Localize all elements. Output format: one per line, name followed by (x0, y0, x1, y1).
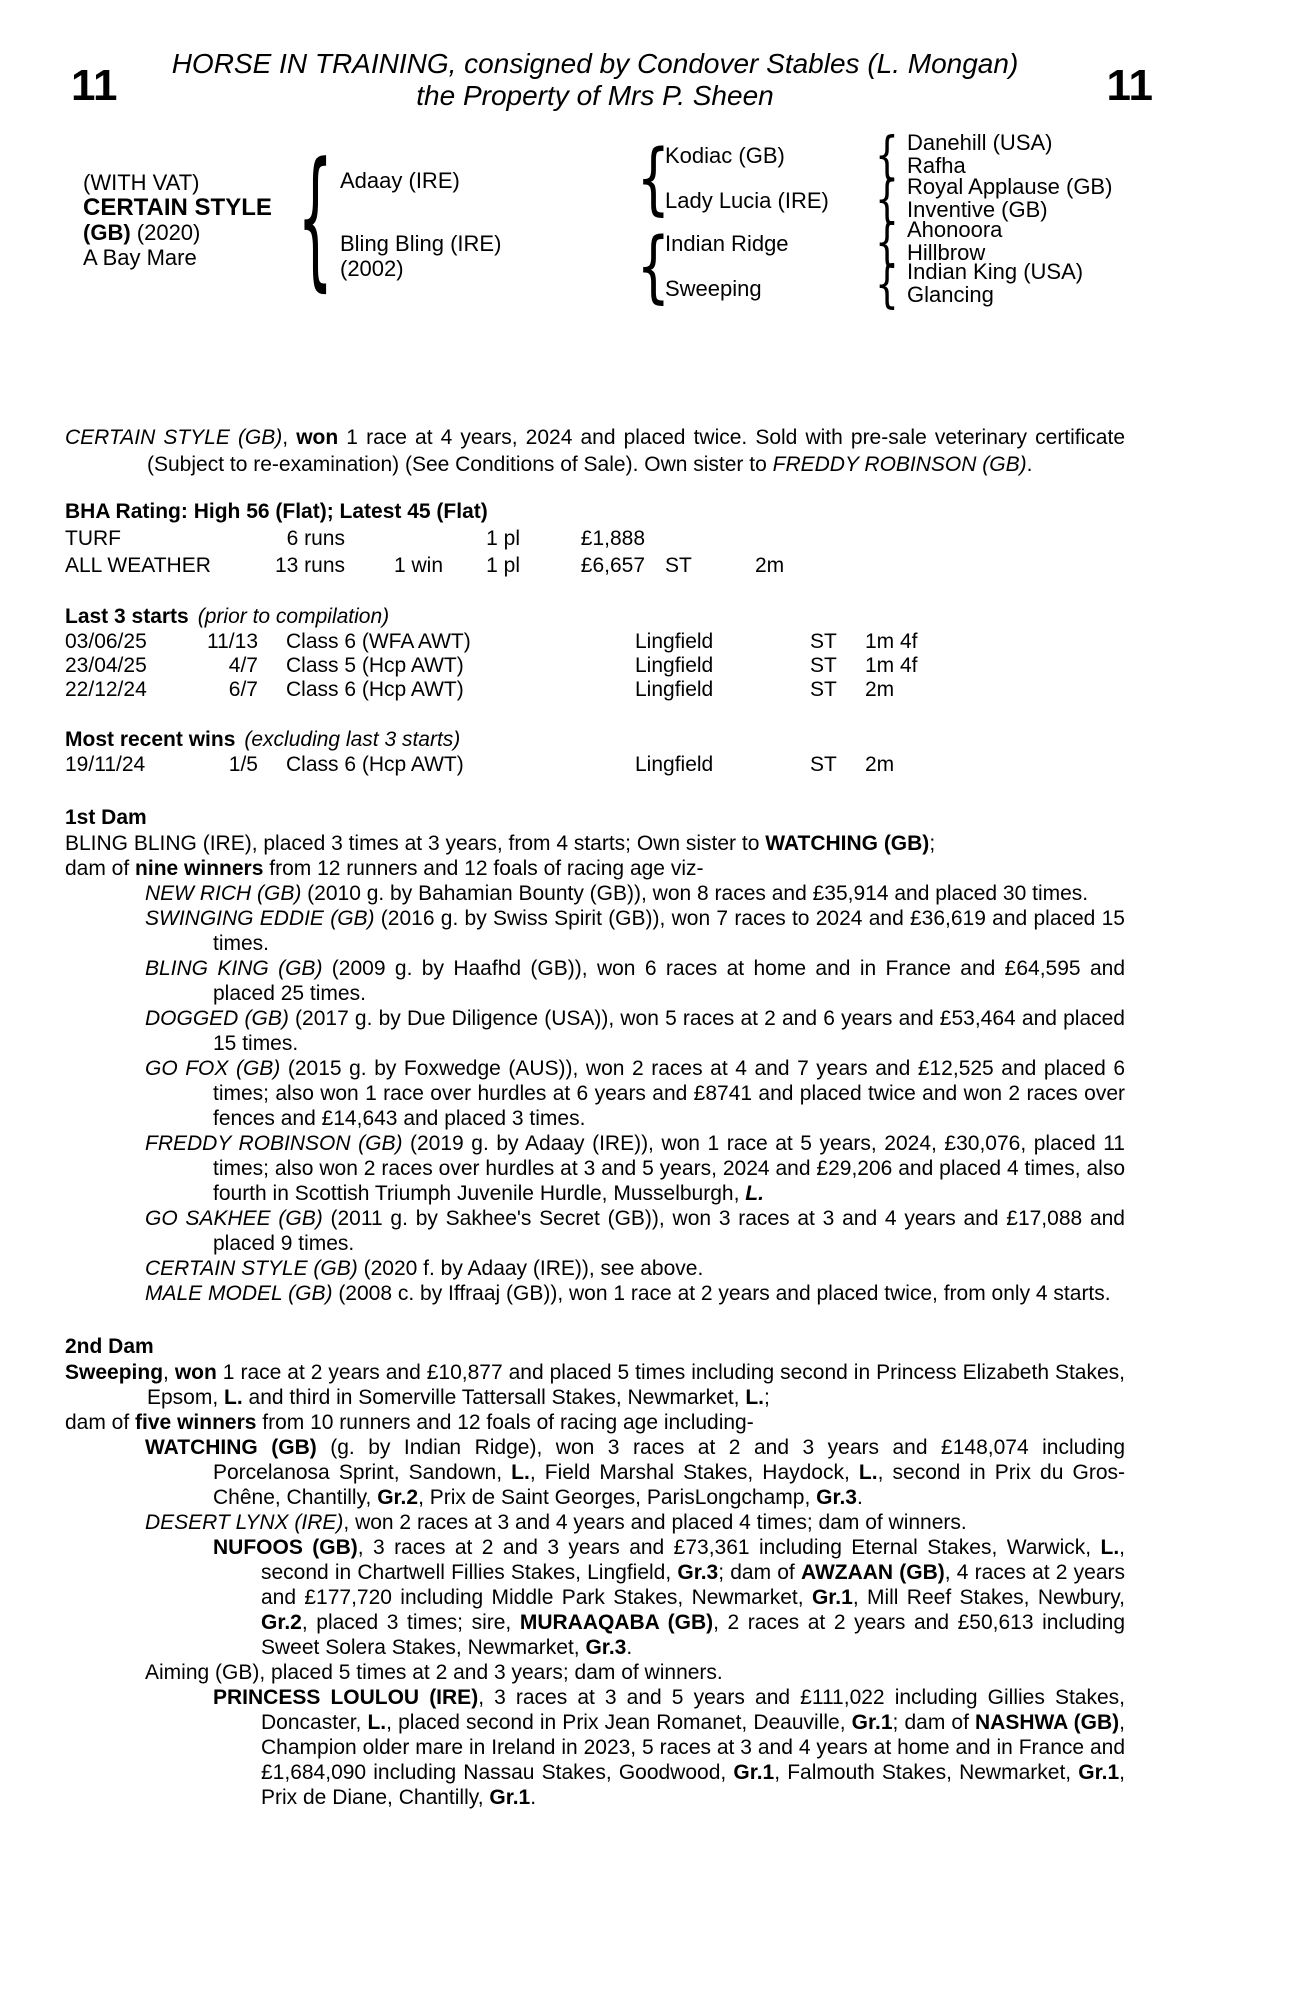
race-class-cell: Class 6 (Hcp AWT) (286, 678, 464, 701)
great-grandsire: Indian King (USA) (907, 259, 1084, 284)
first-dam-produce-line: dam of nine winners from 12 runners and 12 foals of racing age viz- (65, 857, 704, 880)
going-cell: ST (810, 654, 837, 677)
surface-label: ALL WEATHER (65, 554, 211, 577)
distance-cell: 2m (865, 753, 895, 776)
wins-cell: 1 win (393, 554, 443, 577)
progeny-entry: GO FOX (GB) (2015 g. by Foxwedge (AUS)), won 2 races at 4 and 7 years and £12,525 and placed 6 times; also won 1 race over hurdles at 6 years and £8741 and placed twice and won 2 races over fences and £14,643 and placed 3 times. (145, 1057, 1126, 1130)
great-grandparents-pair (907, 218, 1002, 264)
surface-label: TURF (65, 527, 121, 550)
progeny-entry: WATCHING (GB) (g. by Indian Ridge), won 3 races at 2 and 3 years and £148,074 including Porcelanosa Sprint, Sandown, L., Field Marshal Stakes, Haydock, L., second in Prix du Gros-Chêne, Chantilly, Gr.2, Prix de Saint Georges, ParisLongchamp, Gr.3. (145, 1436, 1126, 1509)
horse-country-year: (GB) (2020) (83, 220, 201, 245)
date-cell: 19/11/24 (65, 753, 146, 776)
dam-name: Bling Bling (IRE) (340, 231, 502, 256)
venue-cell: Lingfield (635, 753, 714, 776)
second-dam-produce-line: dam of five winners from 10 runners and 12 foals of racing age including- (65, 1411, 754, 1434)
great-grandsire: Ahonoora (907, 217, 1003, 242)
wins-cell (345, 525, 443, 552)
first-dam-heading: 1st Dam (65, 806, 147, 829)
great-grandparents-pair (907, 131, 1053, 177)
pedigree-brace: { (874, 169, 899, 229)
progeny-entry: NEW RICH (GB) (2010 g. by Bahamian Bounty (GB)), won 8 races and £35,914 and placed 30 times. (145, 882, 1089, 905)
progeny-entry: DESERT LYNX (IRE), won 2 races at 3 and 4 years and placed 4 times; dam of winners. (145, 1511, 967, 1534)
sire-name: Adaay (IRE) (340, 168, 460, 193)
pedigree-brace: { (874, 125, 899, 185)
going-cell: ST (810, 630, 837, 653)
recent-wins-heading (65, 726, 1125, 753)
runs-cell: 13 runs (274, 554, 345, 577)
last-starts-table (65, 630, 1125, 702)
progeny-entry: NUFOOS (GB), 3 races at 2 and 3 years and £73,361 including Eternal Stakes, Warwick, L., second in Chartwell Fillies Stakes, Lingfield, Gr.3; dam of AWZAAN (GB), 4 races at 2 years and £177,720 including Middle Park Stakes, Newmarket, Gr.1, Mill Reef Stakes, Newbury, Gr.2, placed 3 times; sire, MURAAQABA (GB), 2 races at 2 years and £50,613 including Sweet Solera Stakes, Newmarket, Gr.3. (213, 1536, 1126, 1659)
race-class-cell: Class 6 (Hcp AWT) (286, 753, 464, 776)
surface-cell: ST (665, 554, 692, 577)
property-title: the Property of Mrs P. Sheen (416, 80, 774, 111)
great-granddam: Glancing (907, 282, 994, 307)
pedigree-tree (65, 125, 1125, 320)
position-cell: 4/7 (228, 654, 258, 677)
race-class-cell: Class 5 (Hcp AWT) (286, 654, 464, 677)
places-cell: 1 pl (486, 554, 520, 577)
progeny-entry: MALE MODEL (GB) (2008 c. by Iffraaj (GB)), won 1 race at 2 years and placed twice, from only 4 starts. (145, 1282, 1111, 1305)
second-dam-heading: 2nd Dam (65, 1335, 154, 1358)
recent-wins-table (65, 753, 1125, 777)
section-subtitle: (prior to compilation) (197, 605, 390, 628)
bha-rating-heading: BHA Rating: High 56 (Flat); Latest 45 (Flat) (65, 500, 488, 523)
position-cell: 6/7 (228, 678, 258, 701)
maternal-grandsire: Indian Ridge (665, 231, 789, 256)
surface-cell (645, 525, 755, 552)
last-starts-heading (65, 603, 1125, 630)
race-statistics-table (65, 525, 1125, 579)
paternal-granddam: Lady Lucia (IRE) (665, 188, 829, 213)
date-cell: 23/04/25 (65, 654, 147, 677)
distance-cell (755, 525, 1125, 552)
second-dam-summary: Sweeping, won 1 race at 2 years and £10,877 and placed 5 times including second in Princess Elizabeth Stakes, Epsom, L. and third in Somerville Tattersall Stakes, Newmarket, L.; (65, 1361, 1125, 1409)
section-title: Most recent wins (65, 728, 236, 751)
paternal-grandsire: Kodiac (GB) (665, 143, 785, 168)
venue-cell: Lingfield (635, 630, 714, 653)
progeny-entry: CERTAIN STYLE (GB) (2020 f. by Adaay (IRE)), see above. (145, 1257, 704, 1280)
great-granddam: Hillbrow (907, 240, 986, 265)
dam-block (340, 231, 501, 281)
page-header (65, 38, 1153, 112)
date-cell: 22/12/24 (65, 678, 147, 701)
pedigree-brace: { (874, 254, 899, 314)
first-dam-summary: BLING BLING (IRE), placed 3 times at 3 years, from 4 starts; Own sister to WATCHING (GB); (65, 832, 936, 855)
position-cell: 1/5 (228, 753, 258, 776)
great-grandsire: Danehill (USA) (907, 130, 1053, 155)
date-cell: 03/06/25 (65, 630, 147, 653)
places-cell: 1 pl (486, 527, 520, 550)
maternal-granddam: Sweeping (665, 276, 762, 301)
great-granddam: Inventive (GB) (907, 197, 1048, 222)
distance-cell: 2m (865, 678, 895, 701)
great-grandparents-pair (907, 175, 1112, 221)
consignment-title: HORSE IN TRAINING, consigned by Condover Stables (L. Mongan) (171, 48, 1019, 79)
pedigree-brace: { (636, 132, 670, 224)
horse-color-sex: A Bay Mare (83, 245, 197, 270)
great-granddam: Rafha (907, 153, 966, 178)
going-cell: ST (810, 678, 837, 701)
progeny-entry: FREDDY ROBINSON (GB) (2019 g. by Adaay (IRE)), won 1 race at 5 years, 2024, £30,076, placed 11 times; also won 2 races over hurdles at 3 and 5 years, 2024 and £29,206 and placed 4 times, also fourth in Scottish Triumph Juvenile Hurdle, Musselburgh, L. (145, 1132, 1125, 1205)
going-cell: ST (810, 753, 837, 776)
progeny-entry: Aiming (GB), placed 5 times at 2 and 3 years; dam of winners. (145, 1661, 723, 1684)
runs-cell: 6 runs (286, 527, 345, 550)
dam-year: (2002) (340, 256, 404, 281)
progeny-entry: SWINGING EDDIE (GB) (2016 g. by Swiss Spirit (GB)), won 7 races to 2024 and £36,619 and placed 15 times. (145, 907, 1125, 955)
progeny-entry: PRINCESS LOULOU (IRE), 3 races at 3 and 5 years and £111,022 including Gillies Stakes, Doncaster, L., placed second in Prix Jean Romanet, Deauville, Gr.1; dam of NASHWA (GB), Champion older mare in Ireland in 2023, 5 races at 3 and 4 years at home and in France and £1,684,090 including Nassau Stakes, Goodwood, Gr.1, Falmouth Stakes, Newmarket, Gr.1, Prix de Diane, Chantilly, Gr.1. (213, 1686, 1125, 1809)
distance-cell: 2m (755, 554, 785, 577)
pedigree-brace: { (297, 129, 334, 307)
venue-cell: Lingfield (635, 654, 714, 677)
earnings-cell: £1,888 (580, 527, 645, 550)
venue-cell: Lingfield (635, 678, 714, 701)
lot-number-right: 11 (1106, 61, 1153, 110)
position-cell: 11/13 (207, 630, 258, 653)
section-subtitle: (excluding last 3 starts) (244, 728, 461, 751)
race-record-summary: CERTAIN STYLE (GB), won 1 race at 4 years, 2024 and placed twice. Sold with pre-sale veterinary certificate (Subject to re-examination) (See Conditions of Sale). Own sister to FREDDY ROBINSON (GB). (65, 426, 1126, 476)
race-class-cell: Class 6 (WFA AWT) (286, 630, 471, 653)
horse-name: CERTAIN STYLE (83, 194, 272, 221)
distance-cell: 1m 4f (865, 654, 918, 677)
progeny-entry: DOGGED (GB) (2017 g. by Due Diligence (USA)), won 5 races at 2 and 6 years and £53,464 and placed 15 times. (145, 1007, 1125, 1055)
section-title: Last 3 starts (65, 605, 189, 628)
great-grandsire: Royal Applause (GB) (907, 174, 1113, 199)
distance-cell: 1m 4f (865, 630, 918, 653)
page-content (65, 38, 1153, 1810)
earnings-cell: £6,657 (580, 554, 645, 577)
great-grandparents-pair (907, 260, 1083, 306)
progeny-entry: BLING KING (GB) (2009 g. by Haafhd (GB)), won 6 races at home and in France and £64,595 and placed 25 times. (145, 957, 1125, 1005)
progeny-entry: GO SAKHEE (GB) (2011 g. by Sakhee's Secret (GB)), won 3 races at 3 and 4 years and £17,088 and placed 9 times. (145, 1207, 1125, 1255)
pedigree-brace: { (636, 220, 670, 312)
lot-number-left: 11 (71, 61, 118, 110)
with-vat-note: (WITH VAT) (83, 170, 200, 195)
pedigree-brace: { (874, 212, 899, 272)
subject-horse-block (83, 170, 272, 270)
